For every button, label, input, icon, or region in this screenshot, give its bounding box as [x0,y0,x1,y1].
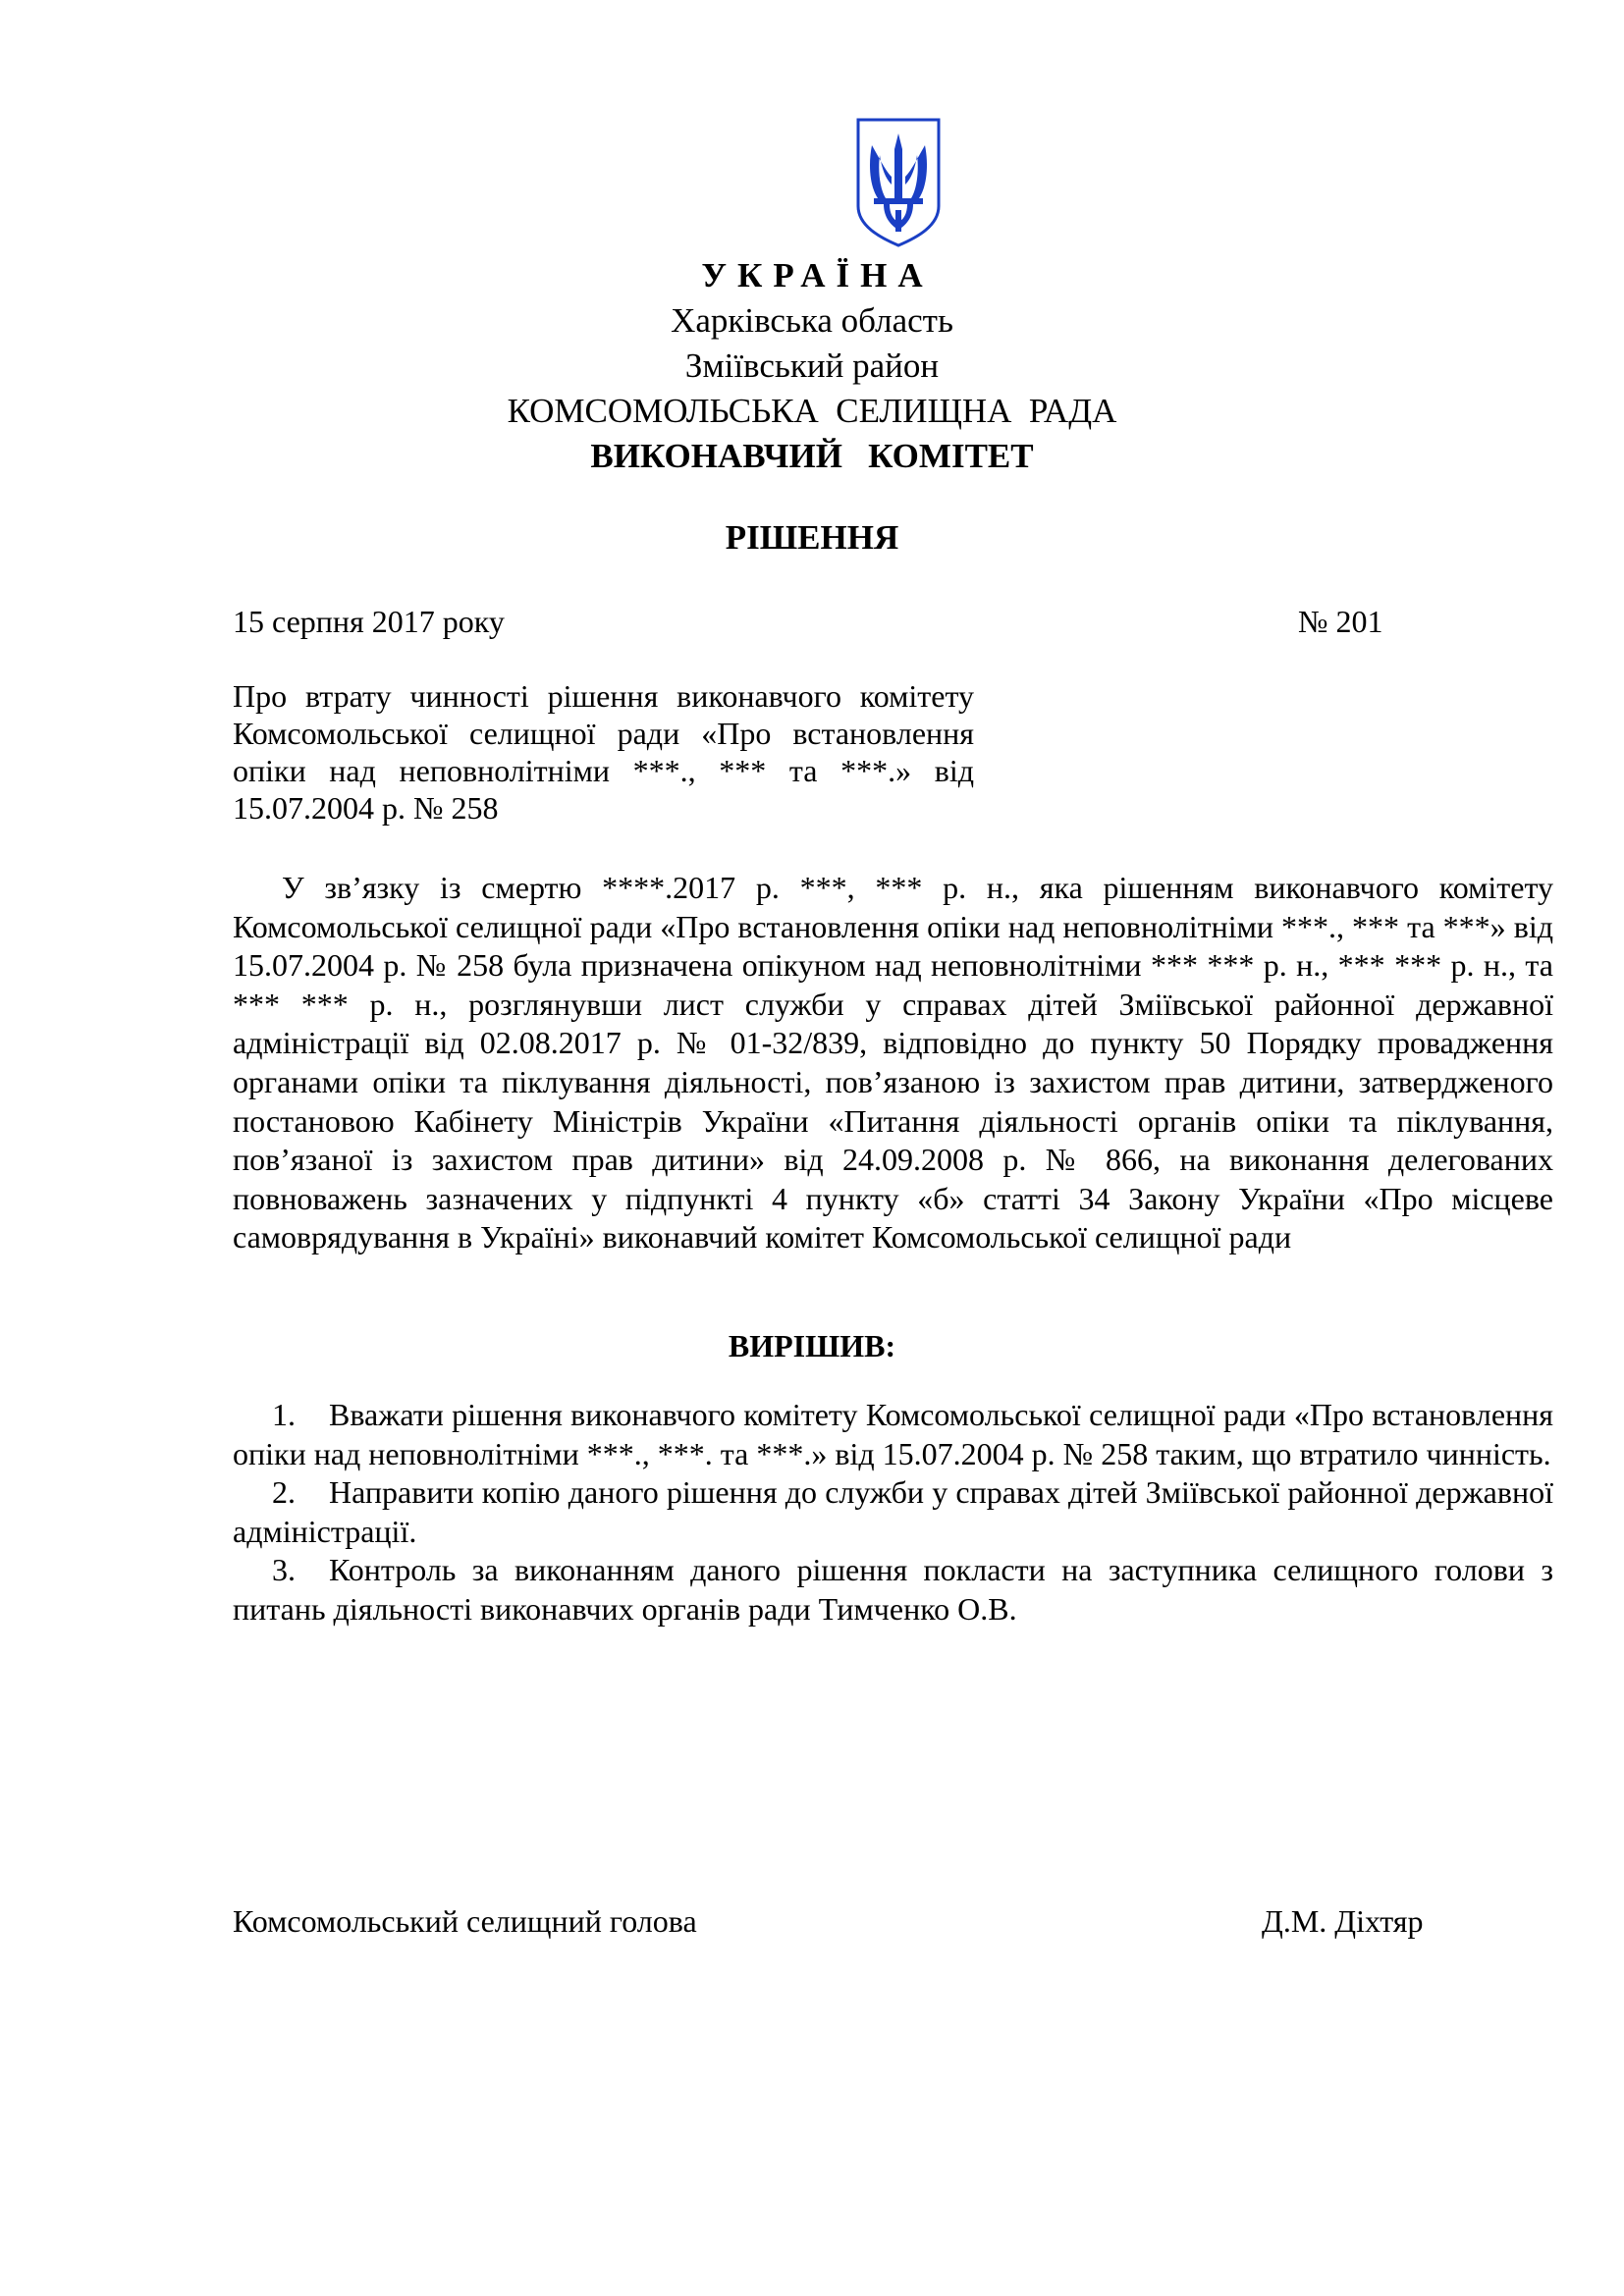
council-name: КОМСОМОЛЬСЬКА СЕЛИЩНА РАДА [507,392,1117,430]
document-date: 15 серпня 2017 року [233,604,505,639]
decision-item-2 [233,1473,1553,1551]
item-text: Вважати рішення виконавчого комітету Комсомольської селищної ради «Про встановлення опіки над неповнолітніми ***., ***. та ***.» від 15.07.2004 р. № 258 таким, що втратило чинність. [233,1397,1553,1471]
region-name: Харківська область [671,301,953,340]
item-text: Контроль за виконанням даного рішення покласти на заступника селищного голови з питань діяльності виконавчих органів ради Тимченко О.В. [233,1552,1553,1627]
item-number: 3. [272,1552,296,1588]
trident-coat-of-arms-icon [854,116,943,249]
signature-name: Д.М. Діхтяр [1262,1903,1424,1939]
item-number: 2. [272,1474,296,1511]
country-name: УКРАЇНА [701,256,934,294]
signature-position: Комсомольський селищний голова [233,1903,697,1939]
document-subject: Про втрату чинності рішення виконавчого комітету Комсомольської селищної ради «Про встановлення опіки над неповнолітніми ***., *** та ***.» від 15.07.2004 р. № 258 [233,678,974,826]
district-name: Зміївський район [684,347,940,385]
header [0,253,1624,479]
item-number: 1. [272,1397,296,1432]
decision-item-1 [233,1396,1553,1473]
document-title: РІШЕННЯ [725,518,899,557]
decision-item-3 [233,1551,1553,1629]
item-text: Направити копію даного рішення до служби у справах дітей Зміївської районної державної адміністрації. [233,1474,1553,1549]
committee-name: ВИКОНАВЧИЙ КОМІТЕТ [590,437,1034,475]
document-preamble: У зв’язку із смертю ****.2017 р. ***, *** р. н., яка рішенням виконавчого комітету Комсомольської селищної ради «Про встановлення опіки над неповнолітніми ***., *** та ***» від 15.07.2004 р. № 258 була призначена опікуном над неповнолітніми *** *** р. н., *** *** р. н., та *** *** р. н., розглянувши лист служби у справах дітей Зміївської районної державної адміністрації від 02.08.2017 р. № 01-32/839, відповідно до пункту 50 Порядку провадження органами опіки та піклування діяльності, пов’язаною із захистом прав дитини, затвердженого постановою Кабінету Міністрів України «Питання діяльності органів опіки та піклування, пов’язаної із захистом прав дитини» від 24.09.2008 р. № 866, на виконання делегованих повноважень зазначених у підпункті 4 пункту «б» статті 34 Закону України «Про місцеве самоврядування в Україні» виконавчий комітет Комсомольської селищної ради [233,870,1553,1255]
document-number: № 201 [1298,604,1383,639]
decision-items [233,1396,1553,1629]
decided-heading: ВИРІШИВ: [728,1328,896,1363]
